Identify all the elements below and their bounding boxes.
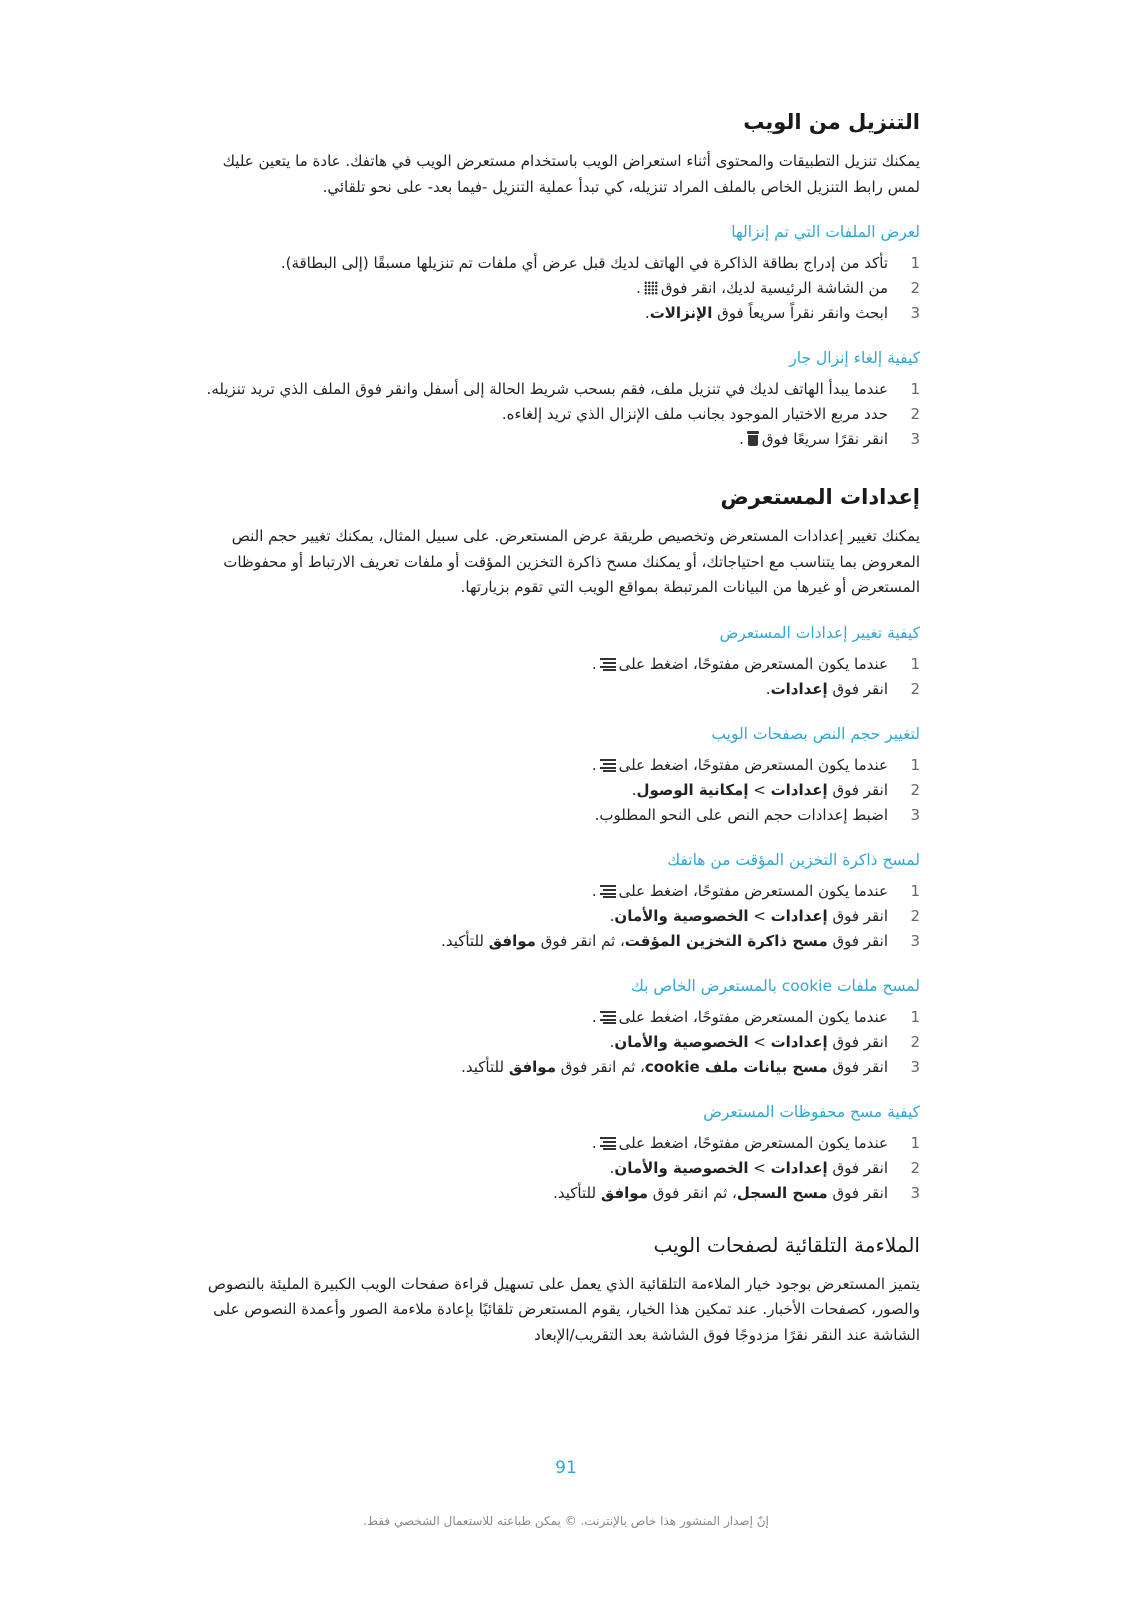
step-text-part: > (748, 906, 771, 925)
section-intro-download: يمكنك تنزيل التطبيقات والمحتوى أثناء استعراض الويب باستخدام مستعرض الويب في هاتفك. عادة ما يتعين عليك لمس رابط التنزيل الخاص بالملف المراد تنزيله، كي تبدأ عملية التنزيل -فيما بعد- على نحو تلقائي. (222, 152, 920, 196)
step-number: 2 (910, 1032, 920, 1051)
step-text-part: انقر فوق (827, 1158, 888, 1177)
step-item (190, 1030, 920, 1055)
step-text (190, 1055, 888, 1080)
step-text (190, 1131, 888, 1156)
step-number: 3 (910, 1057, 920, 1076)
step-text-part: . (591, 881, 597, 900)
step-bold-term: مسح السجل (736, 1183, 828, 1202)
section-intro-auto-fit: يتميز المستعرض بوجود خيار الملاءمة التلقائية الذي يعمل على تسهيل قراءة صفحات الويب الكبيرة المليئة بالنصوص والصور، كصفحات الأخبار. عند تمكين هذا الخيار، يقوم المستعرض تلقائيًا بإعادة ملاءمة الصور وأعمدة النصوص على الشاشة عند النقر نقرًا مزدوجًا فوق الشاشة بعد التقريب/الإبعاد (207, 1274, 920, 1344)
step-text (190, 1181, 888, 1206)
step-bold-term: إعدادات (770, 780, 828, 799)
steps-clear-cookies (190, 1005, 920, 1080)
step-text-part: للتأكيد. (461, 1057, 509, 1076)
step-item (190, 251, 920, 276)
step-text-part: ، ثم انقر فوق (648, 1183, 737, 1202)
step-bold-term: موافق (508, 1057, 557, 1076)
step-bold-term: موافق (488, 931, 536, 950)
subheading-view-downloads: لعرض الملفات التي تم إنزالها (731, 223, 920, 241)
section-title-browser-settings: إعدادات المستعرض (720, 485, 920, 509)
step-bold-term: إعدادات (770, 1032, 828, 1051)
step-number: 3 (910, 304, 920, 322)
menu-icon (600, 658, 616, 671)
step-item (190, 652, 920, 677)
step-text (190, 929, 888, 954)
step-text-part: ، ثم انقر فوق (556, 1057, 645, 1076)
step-text-part: انقر فوق (827, 906, 888, 925)
step-text (190, 301, 888, 326)
step-bold-term: الخصوصية والأمان (614, 906, 749, 925)
step-item (190, 879, 920, 904)
step-bold-term: الخصوصية والأمان (614, 1032, 749, 1051)
step-text (190, 677, 888, 702)
step-text (190, 1005, 888, 1030)
step-number: 3 (910, 931, 920, 950)
step-text (190, 276, 888, 301)
step-text-part: . (636, 279, 641, 297)
step-item (190, 778, 920, 803)
step-text-part: ابحث وانقر نقراً سريعاً فوق (712, 304, 888, 322)
step-text-part: من الشاشة الرئيسية لديك، انقر فوق (660, 279, 888, 297)
step-text: عندما يبدأ الهاتف لديك في تنزيل ملف، فقم بسحب شريط الحالة إلى أسفل وانقر فوق الملف الذي تريد تنزيله. (206, 380, 888, 398)
step-text-part: . (591, 1007, 597, 1026)
steps-view-downloads (190, 251, 920, 326)
step-text-part: انقر فوق (827, 780, 888, 799)
step-text-part: > (748, 1032, 771, 1051)
step-number: 3 (910, 1183, 920, 1202)
step-number: 2 (910, 405, 920, 423)
step-number: 1 (910, 1133, 920, 1152)
step-item (190, 402, 920, 427)
steps-clear-cache (190, 879, 920, 954)
menu-icon (600, 885, 616, 898)
step-bold-term: إعدادات (770, 906, 828, 925)
step-text-part: > (748, 1158, 771, 1177)
step-bold-term: الإنزالات (649, 304, 713, 322)
step-text (190, 904, 888, 929)
steps-change-settings (190, 652, 920, 702)
subheading-clear-history: كيفية مسح محفوظات المستعرض (703, 1102, 920, 1121)
step-text-part: . (644, 304, 650, 322)
step-text-part: انقر نقرًا سريعًا فوق (761, 430, 888, 448)
step-text (190, 652, 888, 677)
step-number: 2 (910, 906, 920, 925)
subheading-cancel-download: كيفية إلغاء إنزال جار (789, 349, 920, 367)
step-bold-term: موافق (600, 1183, 649, 1202)
step-item (190, 1131, 920, 1156)
step-text-part: عندما يكون المستعرض مفتوحًا، اضغط على (618, 881, 888, 900)
step-bold-term: الخصوصية والأمان (614, 1158, 749, 1177)
step-number: 3 (910, 430, 920, 448)
steps-cancel-download (190, 377, 920, 452)
step-number: 1 (910, 254, 920, 272)
step-number: 1 (910, 654, 920, 673)
step-text (190, 778, 888, 803)
step-text (190, 753, 888, 778)
step-text-part: . (631, 780, 637, 799)
step-number: 2 (910, 1158, 920, 1177)
step-item (190, 1055, 920, 1080)
step-item (190, 1156, 920, 1181)
step-item (190, 276, 920, 301)
step-item (190, 753, 920, 778)
menu-icon (600, 759, 616, 772)
step-text-part: انقر فوق (827, 1183, 888, 1202)
section-title-auto-fit: الملاءمة التلقائية لصفحات الويب (653, 1232, 920, 1257)
step-text (190, 879, 888, 904)
step-item (190, 929, 920, 954)
step-text: اضبط إعدادات حجم النص على النحو المطلوب. (594, 805, 888, 824)
trash-icon (747, 431, 759, 446)
step-item (190, 301, 920, 326)
menu-icon (600, 1011, 616, 1024)
steps-clear-history (190, 1131, 920, 1206)
page-number: 91 (555, 1458, 577, 1478)
step-number: 2 (910, 679, 920, 698)
apps-grid-icon (644, 281, 658, 295)
subheading-change-settings: كيفية تغيير إعدادات المستعرض (719, 623, 920, 642)
step-bold-term: إعدادات (770, 1158, 828, 1177)
step-text-part: انقر فوق (827, 1057, 888, 1076)
step-text-part: . (591, 755, 597, 774)
step-text-part: عندما يكون المستعرض مفتوحًا، اضغط على (618, 1133, 888, 1152)
step-text: حدد مربع الاختيار الموجود بجانب ملف الإنزال الذي تريد إلغاءه. (501, 405, 888, 423)
step-bold-term: إعدادات (770, 679, 828, 698)
step-text-part: . (591, 1133, 597, 1152)
menu-icon (600, 1137, 616, 1150)
step-text-part: . (765, 679, 771, 698)
subheading-clear-cache: لمسح ذاكرة التخزين المؤقت من هاتفك (667, 850, 920, 869)
step-text-part: للتأكيد. (441, 931, 489, 950)
step-text-part: . (609, 1158, 615, 1177)
step-text-part: عندما يكون المستعرض مفتوحًا، اضغط على (618, 1007, 888, 1026)
step-bold-term: إمكانية الوصول (636, 780, 749, 799)
step-bold-term: مسح ذاكرة التخزين المؤقت (624, 931, 828, 950)
step-text (190, 427, 888, 452)
step-number: 1 (910, 380, 920, 398)
step-text (190, 1030, 888, 1055)
step-text-part: للتأكيد. (553, 1183, 601, 1202)
step-number: 1 (910, 755, 920, 774)
step-text (190, 1156, 888, 1181)
step-text-part: انقر فوق (827, 1032, 888, 1051)
step-text-part: . (609, 906, 615, 925)
steps-text-size (190, 753, 920, 828)
step-text-part: انقر فوق (827, 931, 888, 950)
step-item (190, 377, 920, 402)
step-item (190, 1005, 920, 1030)
step-number: 2 (910, 780, 920, 799)
section-title-download: التنزيل من الويب (743, 110, 920, 134)
step-item (190, 427, 920, 452)
step-number: 3 (910, 805, 920, 824)
step-text-part: انقر فوق (827, 679, 888, 698)
step-number: 2 (910, 279, 920, 297)
step-text-part: . (591, 654, 597, 673)
step-number: 1 (910, 881, 920, 900)
subheading-clear-cookies: لمسح ملفات cookie بالمستعرض الخاص بك (631, 976, 920, 995)
step-text-part: . (739, 430, 744, 448)
step-text-part: عندما يكون المستعرض مفتوحًا، اضغط على (618, 654, 888, 673)
document-page (190, 105, 920, 1348)
step-text-part: > (748, 780, 771, 799)
section-intro-browser-settings: يمكنك تغيير إعدادات المستعرض وتخصيص طريقة عرض المستعرض. على سبيل المثال، يمكنك تغيير حجم النص المعروض بما يتناسب مع احتياجاتك، أو يمكنك مسح ذاكرة التخزين المؤقت أو ملفات تعريف الارتباط أو محفوظات المستعرض أو غيرها من البيانات المرتبطة بمواقع الويب التي تقوم بزيارتها. (223, 527, 920, 596)
subheading-text-size: لتغيير حجم النص بصفحات الويب (711, 724, 920, 743)
step-text: تأكد من إدراج بطاقة الذاكرة في الهاتف لديك قبل عرض أي ملفات تم تنزيلها مسبقًا (إلى البطاقة). (280, 254, 888, 272)
step-item (190, 904, 920, 929)
step-text-part: ، ثم انقر فوق (535, 931, 625, 950)
step-number: 1 (910, 1007, 920, 1026)
step-item (190, 1181, 920, 1206)
step-text-part: عندما يكون المستعرض مفتوحًا، اضغط على (618, 755, 888, 774)
footer-note: إنّ إصدار المنشور هذا خاص بالإنترنت. © يمكن طباعته للاستعمال الشخصي فقط. (363, 1514, 769, 1528)
step-item (190, 803, 920, 828)
step-item (190, 677, 920, 702)
step-bold-term: مسح بيانات ملف cookie (644, 1057, 828, 1076)
step-text-part: . (609, 1032, 615, 1051)
